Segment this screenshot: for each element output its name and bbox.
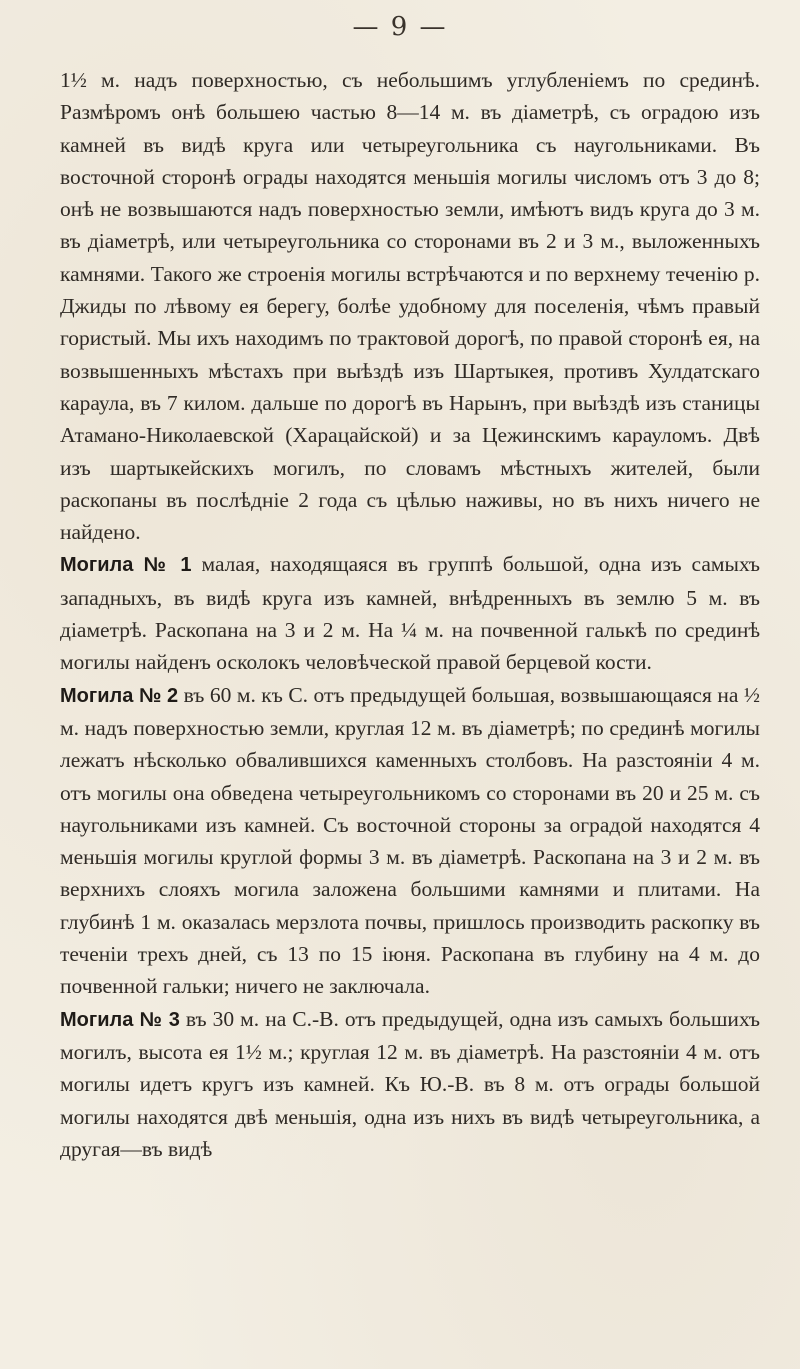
grave-3-text: въ 30 м. на С.-В. отъ предыдущей, одна изъ самыхъ большихъ могилъ, высота ея 1½ м.; круглая 12 м. въ діаметрѣ. На разстояніи 4 м. отъ могилы идетъ кругъ изъ камней. Къ Ю.-В. въ 8 м. отъ ограды большой могилы находятся двѣ меньшія, одна изъ нихъ въ видѣ четыреугольника, а другая—въ видѣ: [60, 1006, 760, 1161]
grave-1-paragraph: [60, 548, 760, 678]
intro-paragraph: 1½ м. надъ поверхностью, съ небольшимъ углубленіемъ по срединѣ. Размѣромъ онѣ большею частью 8—14 м. въ діаметрѣ, съ оградою изъ камней въ видѣ круга или четыреугольника съ наугольниками. Въ восточной сторонѣ ограды находятся меньшія могилы числомъ отъ 3 до 8; онѣ не возвышаются надъ поверхностью земли, имѣютъ видъ круга до 3 м. въ діаметрѣ, или четыреугольника со сторонами въ 2 и 3 м., выложенныхъ камнями. Такого же строенія могилы встрѣчаются и по верхнему теченію р. Джиды по лѣвому ея берегу, болѣе удобному для поселенія, чѣмъ правый гористый. Мы ихъ находимъ по трактовой дорогѣ, по правой сторонѣ ея, на возвышенныхъ мѣстахъ при выѣздѣ изъ Шартыкея, противъ Хулдатскаго караула, въ 7 килом. дальше по дорогѣ въ Нарынъ, при выѣздѣ изъ станицы Атамано-Николаевской (Харацайской) и за Цежинскимъ карауломъ. Двѣ изъ шартыкейскихъ могилъ, по словамъ мѣстныхъ жителей, были раскопаны въ послѣдніе 2 года съ цѣлью наживы, но въ нихъ ничего не найдено.: [60, 68, 760, 545]
grave-3-paragraph: [60, 1003, 760, 1165]
grave-1-text: малая, находящаяся въ группѣ большой, одна изъ самыхъ западныхъ, въ видѣ круга изъ камней, внѣдренныхъ въ землю 5 м. въ діаметрѣ. Раскопана на 3 и 2 м. На ¼ м. на почвенной галькѣ по срединѣ могилы найденъ осколокъ человѣческой правой берцевой кости.: [60, 552, 760, 675]
body-text: [60, 64, 760, 1165]
grave-2-heading: Могила № 2: [60, 684, 179, 707]
grave-1-heading: Могила № 1: [60, 554, 192, 577]
grave-2-paragraph: [60, 679, 760, 1003]
page-number: — 9 —: [352, 12, 448, 42]
grave-3-heading: Могила № 3: [60, 1008, 180, 1031]
grave-2-text: въ 60 м. къ С. отъ предыдущей большая, возвышающаяся на ½ м. надъ поверхностью земли, круглая 12 м. въ діаметрѣ; по срединѣ могилы лежатъ нѣсколько обвалившихся каменныхъ столбовъ. На разстояніи 4 м. отъ могилы она обведена четыреугольникомъ со сторонами въ 20 и 25 м. съ наугольниками изъ камней. Съ восточной стороны за оградой находятся 4 меньшія могилы круглой формы 3 м. въ діаметрѣ. Раскопана на 3 и 2 м. въ верхнихъ слояхъ могила заложена большими камнями и плитами. На глубинѣ 1 м. оказалась мерзлота почвы, пришлось производить раскопку въ теченіи трехъ дней, съ 13 по 15 іюня. Раскопана въ глубину на 4 м. до почвенной гальки; ничего не заключала.: [60, 682, 760, 999]
